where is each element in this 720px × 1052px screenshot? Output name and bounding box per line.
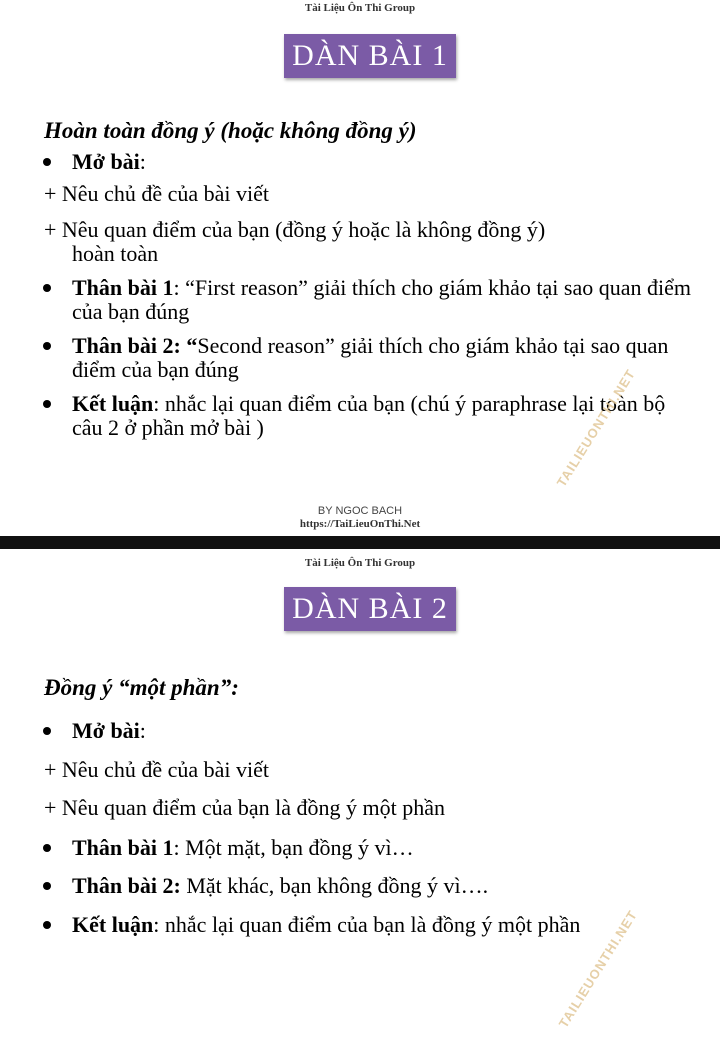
bullet-icon — [40, 342, 52, 354]
plus-opinion-line2: hoàn toàn — [72, 241, 159, 266]
mo-bai-label: Mở bài — [72, 718, 140, 743]
than-bai-2-text: Mặt khác, bạn không đồng ý vì…. — [180, 873, 489, 898]
than-bai-1-text: : “First reason” giải thích cho giám khảo tại sao quan điểm của bạn đúng — [72, 275, 691, 324]
bullet-icon — [40, 882, 52, 894]
mo-bai-text: : — [139, 149, 146, 174]
slide-title: DÀN BÀI 1 — [284, 34, 456, 78]
list-item-plus-topic: + Nêu chủ đề của bài viết — [44, 757, 269, 782]
footer-url: https://TaiLieuOnThi.Net — [299, 518, 421, 530]
slide-title: DÀN BÀI 2 — [284, 587, 456, 631]
bullet-icon — [40, 727, 52, 739]
bullet-icon — [40, 921, 52, 933]
group-label: Tài Liệu Ôn Thi Group — [304, 557, 416, 569]
mo-bai-label: Mở bài — [72, 149, 140, 174]
bullet-icon — [40, 844, 52, 856]
than-bai-2-label: Thân bài 2: “ — [72, 333, 198, 358]
list-item-plus-opinion — [44, 218, 684, 266]
ket-luan-label: Kết luận — [72, 391, 154, 416]
mo-bai-text: : — [139, 718, 146, 743]
slide-divider — [0, 536, 720, 549]
bullet-icon — [40, 284, 52, 296]
than-bai-1-text: : Một mặt, bạn đồng ý vì… — [173, 835, 414, 860]
ket-luan-text: : nhắc lại quan điểm của bạn là đồng ý một phần — [153, 912, 581, 937]
than-bai-1-label: Thân bài 1 — [72, 275, 174, 300]
slide-heading: Đồng ý “một phần”: — [44, 675, 239, 700]
watermark: TAILIEUONTHI.NET — [555, 907, 641, 1031]
than-bai-2-label: Thân bài 2: — [72, 873, 181, 898]
group-label: Tài Liệu Ôn Thi Group — [304, 2, 416, 14]
watermark: TAILIEUONTHI.NET — [553, 366, 639, 490]
list-item-plus-opinion: + Nêu quan điểm của bạn là đồng ý một phần — [44, 795, 445, 820]
list-item-plus-topic: + Nêu chủ đề của bài viết — [44, 181, 269, 206]
bullet-icon — [40, 158, 52, 170]
footer-author: BY NGOC BACH — [317, 505, 403, 517]
slide-heading: Hoàn toàn đồng ý (hoặc không đồng ý) — [44, 118, 417, 143]
ket-luan-text: : nhắc lại quan điểm của bạn (chú ý paraphrase lại toàn bộ câu 2 ở phần mở bài ) — [72, 391, 666, 440]
plus-opinion-line1: + Nêu quan điểm của bạn (đồng ý hoặc là không đồng ý) — [44, 217, 546, 242]
than-bai-1-label: Thân bài 1 — [72, 835, 174, 860]
slide-2 — [0, 549, 720, 1052]
than-bai-2-text: Second reason” giải thích cho giám khảo tại sao quan điểm của bạn đúng — [72, 333, 669, 382]
bullet-icon — [40, 400, 52, 412]
ket-luan-label: Kết luận — [72, 912, 154, 937]
